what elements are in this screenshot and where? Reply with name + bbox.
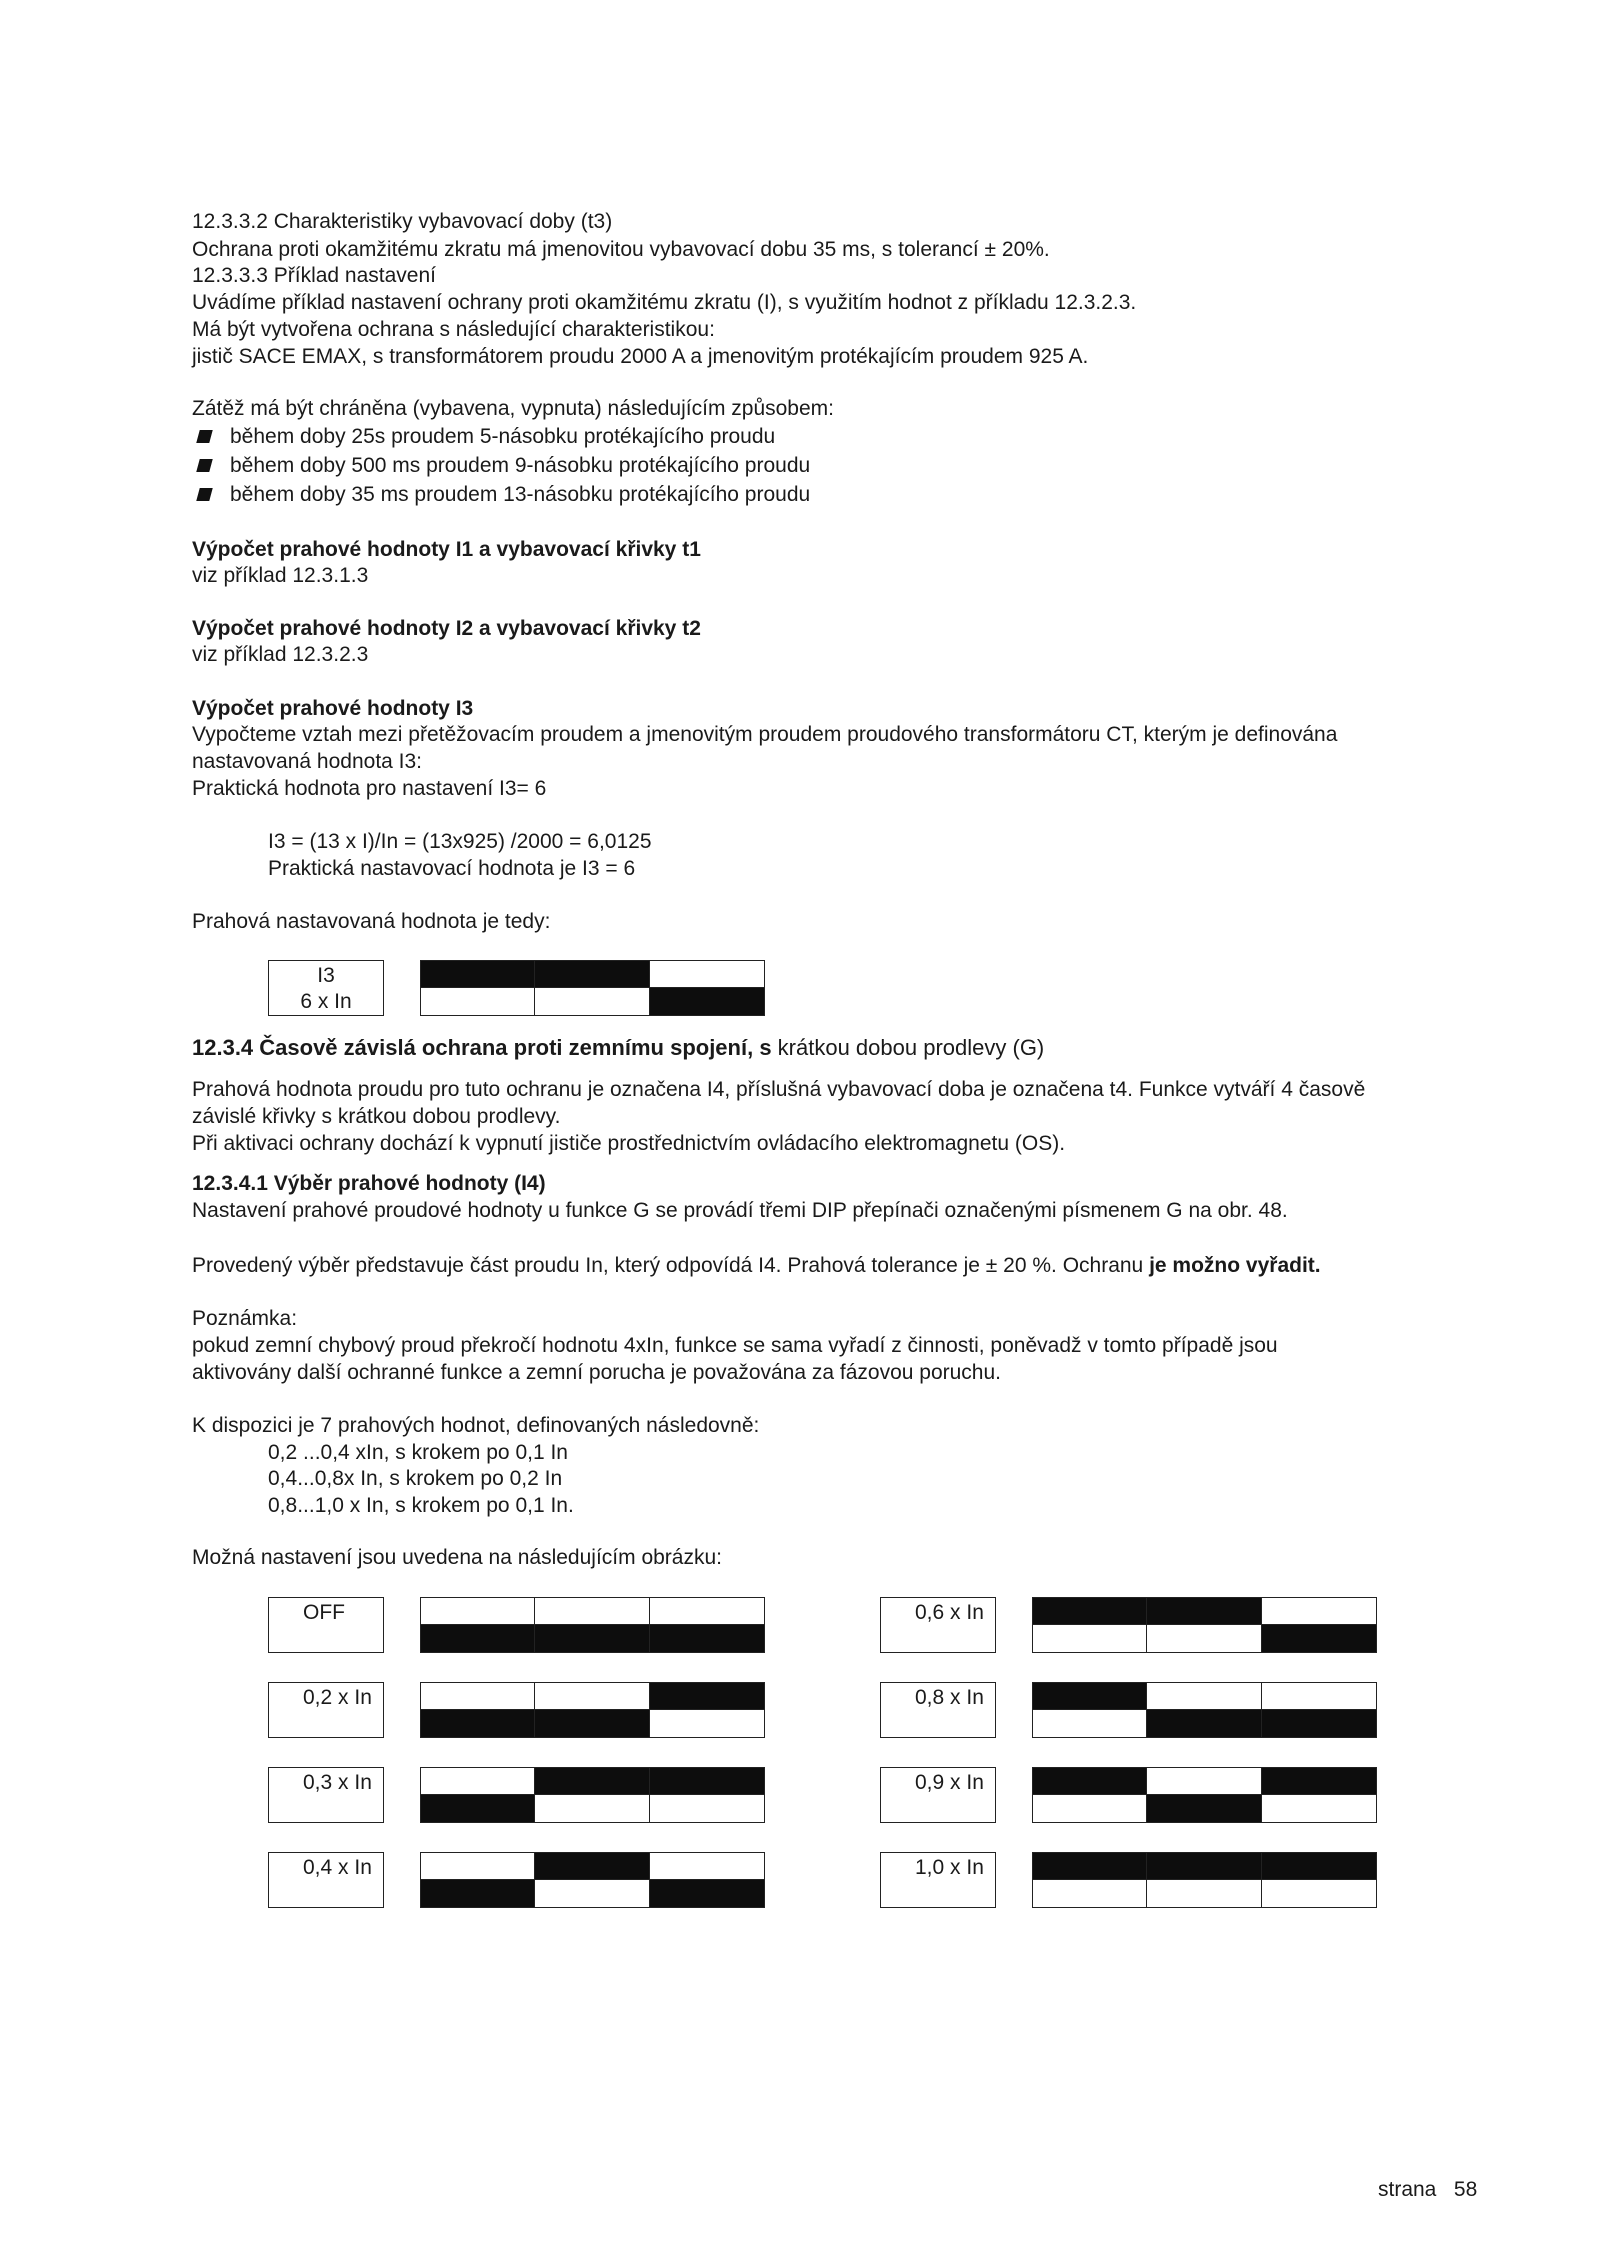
text-line: 0,4...0,8x In, s krokem po 0,2 In [268,1467,563,1490]
dip-cell-on [421,1625,535,1652]
g-setting-label-box [880,1852,996,1908]
dip-cell-off [1262,1598,1376,1625]
g-setting-label-box [880,1597,996,1653]
section-heading-g-bold: 12.3.4 Časově závislá ochrana proti zemnímu spojení, s [192,1035,772,1060]
dip-cell-off [421,1768,535,1795]
g-setting-label: 0,3 x In [303,1771,372,1794]
g-setting-label: OFF [303,1601,345,1624]
dip-cell-on [1262,1710,1376,1737]
g-setting-label-box [268,1852,384,1908]
dip-cell-on [421,1880,535,1907]
dip-cell-off [421,1683,535,1710]
text-line: Uvádíme příklad nastavení ochrany proti okamžitému zkratu (I), s využitím hodnot z příkladu 12.3.2.3. [192,291,1137,314]
dip-cell-on [535,1853,649,1880]
g-setting-label: 0,2 x In [303,1686,372,1709]
text-line: Zátěž má být chráněna (vybavena, vypnuta) následujícím způsobem: [192,397,834,420]
dip-cell-on [421,1795,535,1822]
text-line: během doby 500 ms proudem 9-násobku protékajícího proudu [230,454,811,477]
text-line: závislé křivky s krátkou dobou prodlevy. [192,1105,561,1128]
i3-value: 6 x In [300,990,352,1013]
g-setting-label-box [880,1767,996,1823]
text-line: Při aktivaci ochrany dochází k vypnutí jističe prostřednictvím ovládacího elektromagnetu (OS). [192,1132,1066,1155]
text-line: Praktická hodnota pro nastavení I3= 6 [192,777,547,800]
g-setting-label-box [268,1682,384,1738]
dip-cell-off [1033,1625,1147,1652]
list-bullet-icon [196,488,212,501]
dip-cell-on [650,1880,764,1907]
subheading: Výpočet prahové hodnoty I2 a vybavovací křivky t2 [192,617,701,640]
dip-cell-on [1033,1598,1147,1625]
dip-cell-off [650,961,764,988]
dip-cell-off [1147,1625,1261,1652]
text-line: aktivovány další ochranné funkce a zemní porucha je považována za fázovou poruchu. [192,1361,1002,1384]
text-line: viz příklad 12.3.1.3 [192,564,369,587]
dip-cell-off [1033,1710,1147,1737]
dip-cell-on [650,1625,764,1652]
dip-cell-on [535,1625,649,1652]
text-line: během doby 25s proudem 5-násobku protékajícího proudu [230,425,776,448]
dip-cell-off [1033,1795,1147,1822]
dip-cell-on [535,1710,649,1737]
g-dip-switch [1032,1852,1377,1908]
dip-cell-on [1033,1768,1147,1795]
text-line: 0,2 ...0,4 xIn, s krokem po 0,1 In [268,1441,568,1464]
i3-dip-switch [420,960,765,1016]
text-line: Ochrana proti okamžitému zkratu má jmenovitou vybavovací dobu 35 ms, s tolerancí ± 20%. [192,238,1050,261]
g-setting-label: 0,4 x In [303,1856,372,1879]
page-footer [1378,2177,1477,2203]
dip-cell-on [535,961,649,988]
text-line: během doby 35 ms proudem 13-násobku protékajícího proudu [230,483,811,506]
dip-cell-on [421,961,535,988]
g-dip-switch [420,1852,765,1908]
dip-cell-off [650,1853,764,1880]
section-heading-g-normal: krátkou dobou prodlevy (G) [771,1035,1045,1060]
list-bullet-icon [196,459,212,472]
dip-cell-off [650,1598,764,1625]
g-dip-switch [420,1682,765,1738]
text-line: 0,8...1,0 x In, s krokem po 0,1 In. [268,1494,574,1517]
i3-label: I3 [317,964,335,987]
dip-cell-off [535,1683,649,1710]
g-setting-label-box [268,1597,384,1653]
page-number: 58 [1453,2178,1478,2201]
text-line: viz příklad 12.3.2.3 [192,643,369,666]
dip-cell-off [421,1598,535,1625]
text-line: Prahová hodnota proudu pro tuto ochranu je označena I4, příslušná vybavovací doba je označena t4. Funkce vytváří 4 časově [192,1078,1366,1101]
text-line: jistič SACE EMAX, s transformátorem proudu 2000 A a jmenovitým protékajícím proudem 925 A. [192,345,1089,368]
dip-cell-on [1147,1853,1261,1880]
text-line: Má být vytvořena ochrana s následující charakteristikou: [192,318,715,341]
subheading: 12.3.4.1 Výběr prahové hodnoty (I4) [192,1172,546,1195]
text-line: Prahová nastavovaná hodnota je tedy: [192,910,551,933]
footer-label: strana [1378,2178,1437,2201]
dip-cell-off [535,988,649,1015]
dip-cell-on [1147,1598,1261,1625]
dip-cell-off [1262,1683,1376,1710]
dip-cell-off [1262,1880,1376,1907]
dip-cell-on [650,1683,764,1710]
dip-cell-off [1262,1795,1376,1822]
dip-cell-on [1262,1853,1376,1880]
dip-cell-on [650,1768,764,1795]
dip-cell-on [535,1768,649,1795]
dip-cell-on [1262,1768,1376,1795]
dip-cell-off [535,1598,649,1625]
text-line: 12.3.3.2 Charakteristiky vybavovací doby (t3) [192,210,613,233]
tolerance-bold-text: je možno vyřadit. [1149,1254,1321,1277]
dip-cell-off [1033,1880,1147,1907]
dip-cell-off [421,1853,535,1880]
text-line: Praktická nastavovací hodnota je I3 = 6 [268,857,636,880]
tolerance-paragraph [192,1253,1321,1279]
text-line: Nastavení prahové proudové hodnoty u funkce G se provádí třemi DIP přepínači označenými písmenem G na obr. 48. [192,1199,1288,1222]
text-line: Možná nastavení jsou uvedena na následujícím obrázku: [192,1546,722,1569]
g-setting-label: 0,9 x In [915,1771,984,1794]
text-line: pokud zemní chybový proud překročí hodnotu 4xIn, funkce se sama vyřadí z činnosti, poněvadž v tomto případě jsou [192,1334,1278,1357]
dip-cell-off [1147,1768,1261,1795]
text-line: nastavovaná hodnota I3: [192,750,423,773]
text-line: K dispozici je 7 prahových hodnot, definovaných následovně: [192,1414,760,1437]
subheading: Výpočet prahové hodnoty I1 a vybavovací křivky t1 [192,538,701,561]
g-dip-switch [1032,1767,1377,1823]
dip-cell-off [650,1710,764,1737]
g-setting-label: 1,0 x In [915,1856,984,1879]
text-line: I3 = (13 x I)/In = (13x925) /2000 = 6,0125 [268,830,652,853]
text-line: 12.3.3.3 Příklad nastavení [192,264,436,287]
dip-cell-off [421,988,535,1015]
subheading: Výpočet prahové hodnoty I3 [192,697,474,720]
dip-cell-on [650,988,764,1015]
g-setting-label-box [268,1767,384,1823]
dip-cell-off [535,1880,649,1907]
dip-cell-on [1033,1853,1147,1880]
dip-cell-off [1147,1683,1261,1710]
section-heading-g [192,1035,1044,1061]
g-dip-switch [1032,1597,1377,1653]
dip-cell-off [1147,1880,1261,1907]
text-line: Poznámka: [192,1307,298,1330]
g-dip-switch [420,1767,765,1823]
list-bullet-icon [196,430,212,443]
dip-cell-on [1033,1683,1147,1710]
g-dip-switch [1032,1682,1377,1738]
dip-cell-on [1147,1710,1261,1737]
g-setting-label: 0,8 x In [915,1686,984,1709]
dip-cell-off [650,1795,764,1822]
g-dip-switch [420,1597,765,1653]
dip-cell-on [1262,1625,1376,1652]
g-setting-label: 0,6 x In [915,1601,984,1624]
tolerance-text: Provedený výběr představuje část proudu In, který odpovídá I4. Prahová tolerance je ± 20 %. Ochranu [192,1254,1150,1277]
dip-cell-on [421,1710,535,1737]
i3-label-box [268,960,384,1016]
text-line: Vypočteme vztah mezi přetěžovacím proudem a jmenovitým proudem proudového transformátoru CT, kterým je definována [192,723,1338,746]
dip-cell-on [1147,1795,1261,1822]
dip-cell-off [535,1795,649,1822]
g-setting-label-box [880,1682,996,1738]
